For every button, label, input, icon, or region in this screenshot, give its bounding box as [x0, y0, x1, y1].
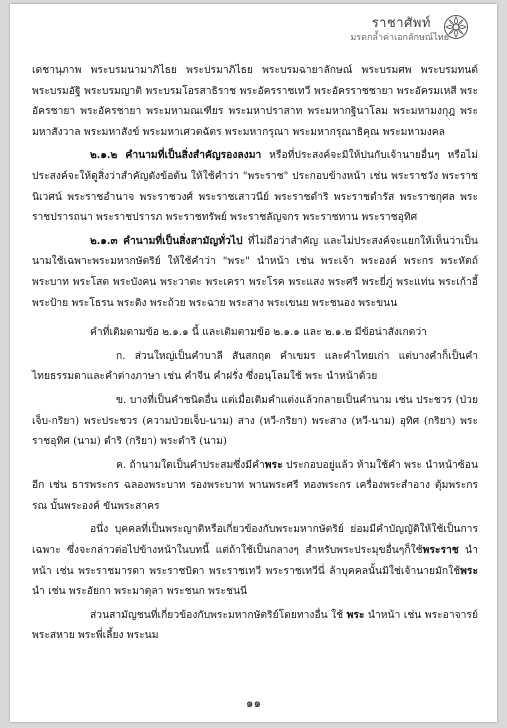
page-body — [32, 60, 478, 649]
section-2-1-3 — [32, 231, 478, 313]
rule-d-text-end: นำ เช่น พระอัยกา พระมาตุลา พระชนก พระชนนี — [32, 585, 248, 598]
section-heading: ๒.๑.๓ คำนามที่เป็นสิ่งสามัญทั่วไป — [90, 234, 243, 247]
page-number: ๑๑ — [245, 696, 262, 710]
page-header — [349, 12, 469, 50]
rule-d-bold: พระราช — [422, 544, 459, 557]
rule-c-text: ค. ถ้านามใดเป็นคำประสมซึ่งมีคำ — [116, 458, 265, 471]
rule-d-bold-2: พระ — [460, 564, 478, 577]
rule-c — [32, 455, 478, 517]
brand-title: ราชาศัพท์ — [371, 16, 431, 31]
rules-intro: คำที่เติมตามข้อ ๒.๑.๑ นี้ และเติมตามข้อ ๒.๑.๑ และ ๒.๑.๒ มีข้อน่าสังเกตว่า — [90, 326, 427, 339]
final-bold: พระ — [346, 608, 365, 621]
lotus-emblem-icon — [443, 14, 469, 40]
document-page — [10, 4, 497, 722]
rule-c-text-end: ประกอบอยู่แล้ว ห้ามใช้คำ พระ นำหน้าซ้อนอีก เช่น ธารพระกร ฉลองพระบาท รองพระบาท พานพระศรี ทองพระกร เครื่องพระสำอาง ตุ้มพระกรรณ บั้นพระองค์ ขันพระสาคร — [32, 458, 478, 512]
paragraph-royal-nouns: เดชานุภาพ พระบรมนามาภิไธย พระปรมาภิไธย พระบรมฉายาลักษณ์ พระบรมศพ พระบรมทนต์ พระบรมอัฐิ พระบรมญาติ พระบรมโอรสาธิราช พระอัครราชเทวี พระอัครราชชายา พระอัครมเหสี พระอัครชายา พระอัครชายา พระมหามณเฑียร พระมหาปราสาท พระมหากฐินาโลม พระมหามงกุฎ พระมหาสังวาล พระมหาสังข์ พระมหาเศวตฉัตร พระมหากรุณา พระมหากรุณาธิคุณ พระมหามงคล — [32, 64, 478, 138]
final-text: ส่วนสามัญชนที่เกี่ยวข้องกับพระมหากษัตริย์โดยทางอื่น ใช้ — [90, 608, 344, 621]
rule-d — [32, 519, 478, 601]
section-text: ที่ไม่ถือว่าสำคัญ และไม่ประสงค์จะแยกให้เห็นว่าเป็นนามใช้เฉพาะพระมหากษัตริย์ ให้ใช้คำว่า "พระ" นำหน้า เช่น พระเจ้า พระองค์ พระกร พระหัตถ์ พระบาท พระโสต พระบังคน พระวาตะ พระเครา พระโรค พระแสง พระศรี พระยี่ภู่ พระแท่น พระเก้าอี้ พระป้าย พระโธรน พระดิง พระถ้วย พระฉาย พระสาง พระเขนย พระชนอง พระขนน — [32, 234, 478, 309]
rule-b: ข. บางที่เป็นคำชนิดอื่น แต่เมื่อเติมคำแต่งแล้วกลายเป็นคำนาม เช่น ประชวร (ป่วยเจ็บ-กริยา) พระประชวร (ความป่วยเจ็บ-นาม) สาง (หวี-กริยา) พระสาง (หวี-นาม) อุทิศ (กริยา) พระราชอุทิศ (นาม) ดำริ (กริยา) พระดำริ (นาม) — [32, 393, 478, 448]
section-text: หรือที่ประสงค์จะมิให้ปนกับเจ้านายอื่นๆ หรือไม่ประสงค์จะให้ดูสิ่งว่าสำคัญดังข้อต้น ให้ใช้คำว่า "พระราช" ประกอบข้างหน้า เช่น พระราชวัง พระราชนิเวศน์ พระราชอำนาจ พระราชวงศ์ พระราชเสาวนีย์ พระราชดำริ พระราชดำรัส พระราชกุศล พระราชปรารถนา พระราชปรารภ พระราชทรัพย์ พระราชลัญจกร พระราชทาน พระราชอุทิศ — [32, 149, 478, 224]
rule-d-text: อนึ่ง บุคคลที่เป็นพระญาติหรือเกี่ยวข้องกับพระมหากษัตริย์ ย่อมมีคำบัญญัติให้ใช้เป็นการเฉพาะ ซึ่งจะกล่าวต่อไปข้างหน้าในบทนี้ แต่ถ้าใช้เป็นกลางๆ สำหรับพระประมุขอื่นๆก็ใช้ — [32, 523, 478, 557]
rule-d-text-mid: นำหน้า เช่น พระราชมารดา พระราชบิดา พระราชเทวี พระราชเทวีนี่ ล้าบุคคลนั้นมิใช่เจ้านายมักใช้ — [32, 544, 478, 577]
rule-c-bold: พระ — [264, 458, 283, 471]
final-paragraph — [32, 605, 478, 646]
rule-a: ก. ส่วนใหญ่เป็นคำบาลี สันสกฤต คำเขมร และคำไทยเก่า แต่บางคำก็เป็นคำไทยธรรมดาและคำต่างภาษา เช่น คำจีน คำฝรั่ง ซึ่งอนุโลมใช้ พระ นำหน้าด้วย — [32, 349, 478, 383]
final-text-end: นำหน้า เช่น พระอาจารย์ พระสหาย พระพี่เลี้ยง พระนม — [32, 608, 478, 642]
section-heading: ๒.๑.๒ คำนามที่เป็นสิ่งสำคัญรองลงมา — [90, 149, 262, 162]
brand-tagline: มรดกล้ำค่าเอกลักษณ์ไทย — [350, 33, 449, 43]
section-2-1-2 — [32, 145, 478, 227]
